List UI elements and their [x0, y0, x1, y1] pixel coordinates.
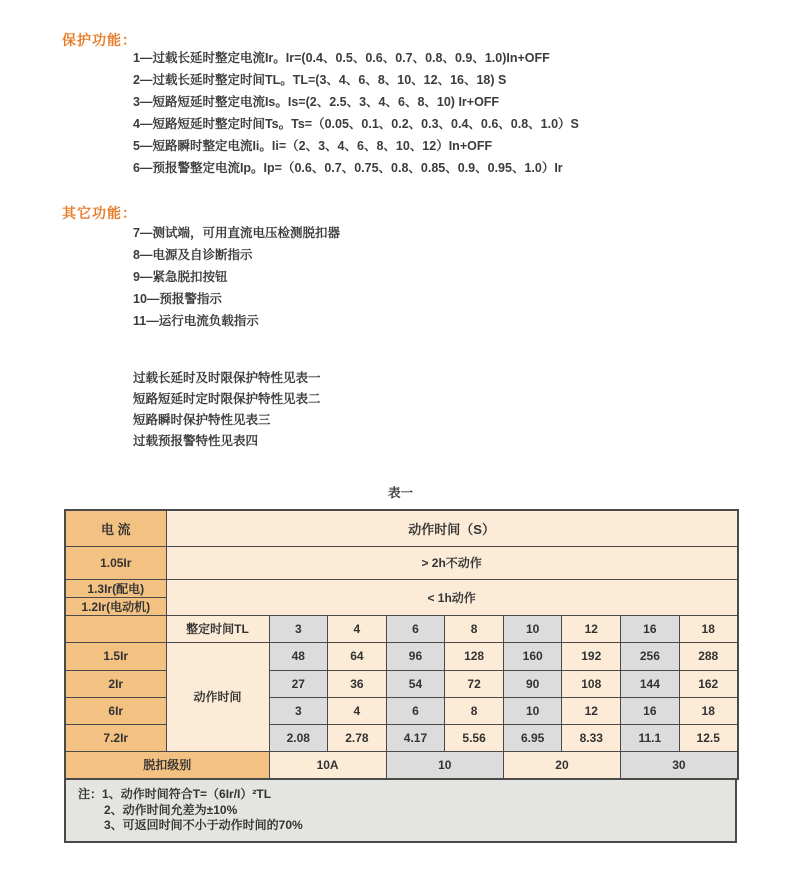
note-text-1: 1、动作时间符合T=（6Ir/I）²TL [102, 787, 272, 801]
protection-item-5: 5—短路瞬时整定电流Ii。Ii=（2、3、4、6、8、10、12）In+OFF [133, 139, 493, 153]
data-cell: 72 [445, 670, 504, 697]
data-cell: 4 [328, 697, 387, 724]
action-time-label-cell: 动作时间 [166, 642, 269, 751]
data-cell: 11.1 [621, 724, 680, 751]
data-row-7-2ir [65, 724, 738, 751]
row-label-cell: 2Ir [65, 670, 166, 697]
reference-line-3: 短路瞬时保护特性见表三 [133, 413, 271, 427]
data-cell: 256 [621, 642, 680, 670]
trip-class-row [65, 751, 738, 779]
note-line-3: 3、可返回时间不小于动作时间的70% [104, 818, 303, 832]
row-label-cell: 1.2Ir(电动机) [65, 597, 166, 615]
other-list [133, 222, 340, 332]
data-row-6ir [65, 697, 738, 724]
protection-item-4: 4—短路短延时整定时间Ts。Ts=（0.05、0.1、0.2、0.3、0.4、0.6、0.8、1.0）S [133, 117, 579, 131]
trip-class-value-cell: 10 [386, 751, 503, 779]
reference-line-4: 过载预报警特性见表四 [133, 434, 259, 448]
data-cell: 5.56 [445, 724, 504, 751]
other-item-7: 7—测试端，可用直流电压检测脱扣器 [133, 226, 340, 240]
table-header-row [65, 510, 738, 546]
setting-value-cell: 4 [328, 615, 387, 642]
row-label-cell: 1.3Ir(配电) [65, 579, 166, 597]
setting-time-label-cell: 整定时间TL [166, 615, 269, 642]
data-cell: 2.08 [269, 724, 328, 751]
data-row-1-5ir [65, 642, 738, 670]
other-item-8: 8—电源及自诊断指示 [133, 248, 253, 262]
protection-item-2: 2—过载长延时整定时间TL。TL=(3、4、6、8、10、12、16、18) S [133, 73, 507, 87]
protection-item-1: 1—过载长延时整定电流Ir。Ir=(0.4、0.5、0.6、0.7、0.8、0.9、1.0)In+OFF [133, 51, 550, 65]
data-cell: 6.95 [503, 724, 562, 751]
row-1-3ir [65, 579, 738, 597]
data-cell: 12.5 [679, 724, 738, 751]
trip-class-value-cell: 10A [269, 751, 386, 779]
data-cell: 18 [679, 697, 738, 724]
note-line-1 [78, 787, 735, 803]
table-one-wrapper [64, 509, 737, 843]
data-cell: 192 [562, 642, 621, 670]
data-cell: 10 [503, 697, 562, 724]
row-label-cell: 1.5Ir [65, 642, 166, 670]
note-prefix: 注： [78, 787, 103, 801]
protection-list [133, 47, 579, 179]
data-cell: 27 [269, 670, 328, 697]
protection-item-3: 3—短路短延时整定电流Is。Is=(2、2.5、3、4、6、8、10) Ir+OFF [133, 95, 500, 109]
data-cell: 96 [386, 642, 445, 670]
data-cell: 2.78 [328, 724, 387, 751]
reference-line-1: 过载长延时及时限保护特性见表一 [133, 371, 321, 385]
other-item-11: 11—运行电流负载指示 [133, 314, 259, 328]
row-label-cell: 1.05Ir [65, 546, 166, 579]
trip-class-label-cell: 脱扣级别 [65, 751, 269, 779]
other-section-heading: 其它功能： [62, 205, 137, 221]
setting-value-cell: 12 [562, 615, 621, 642]
data-cell: 64 [328, 642, 387, 670]
trip-class-value-cell: 20 [503, 751, 620, 779]
protection-section-heading: 保护功能： [62, 32, 137, 48]
data-cell: 4.17 [386, 724, 445, 751]
data-cell: 54 [386, 670, 445, 697]
row-label-cell: 7.2Ir [65, 724, 166, 751]
table-one [64, 509, 739, 780]
data-cell: 48 [269, 642, 328, 670]
data-cell: 144 [621, 670, 680, 697]
value-cell: > 2h不动作 [166, 546, 738, 579]
setting-value-cell: 6 [386, 615, 445, 642]
row-label-cell: 6Ir [65, 697, 166, 724]
setting-value-cell: 8 [445, 615, 504, 642]
other-item-10: 10—预报警指示 [133, 292, 222, 306]
setting-time-row [65, 615, 738, 642]
table-references [133, 368, 321, 452]
data-cell: 16 [621, 697, 680, 724]
value-cell: < 1h动作 [166, 579, 738, 615]
data-cell: 288 [679, 642, 738, 670]
note-line-2: 2、动作时间允差为±10% [104, 802, 238, 817]
time-header-cell: 动作时间（S） [166, 510, 738, 546]
data-cell: 128 [445, 642, 504, 670]
data-cell: 3 [269, 697, 328, 724]
setting-value-cell: 3 [269, 615, 328, 642]
setting-value-cell: 16 [621, 615, 680, 642]
row-1-05ir [65, 546, 738, 579]
data-cell: 90 [503, 670, 562, 697]
reference-line-2: 短路短延时定时限保护特性见表二 [133, 392, 321, 406]
data-cell: 160 [503, 642, 562, 670]
data-cell: 8 [445, 697, 504, 724]
data-cell: 108 [562, 670, 621, 697]
trip-class-value-cell: 30 [621, 751, 738, 779]
data-cell: 12 [562, 697, 621, 724]
protection-item-6: 6—预报警整定电流Ip。Ip=（0.6、0.7、0.75、0.8、0.85、0.9、0.95、1.0）Ir [133, 161, 563, 175]
setting-value-cell: 18 [679, 615, 738, 642]
empty-cell [65, 615, 166, 642]
current-header-cell: 电 流 [65, 510, 166, 546]
setting-value-cell: 10 [503, 615, 562, 642]
data-cell: 36 [328, 670, 387, 697]
data-cell: 162 [679, 670, 738, 697]
data-cell: 8.33 [562, 724, 621, 751]
table-notes-box [64, 778, 737, 843]
data-cell: 6 [386, 697, 445, 724]
table-caption: 表一 [387, 486, 413, 500]
other-item-9: 9—紧急脱扣按钮 [133, 270, 228, 284]
data-row-2ir [65, 670, 738, 697]
